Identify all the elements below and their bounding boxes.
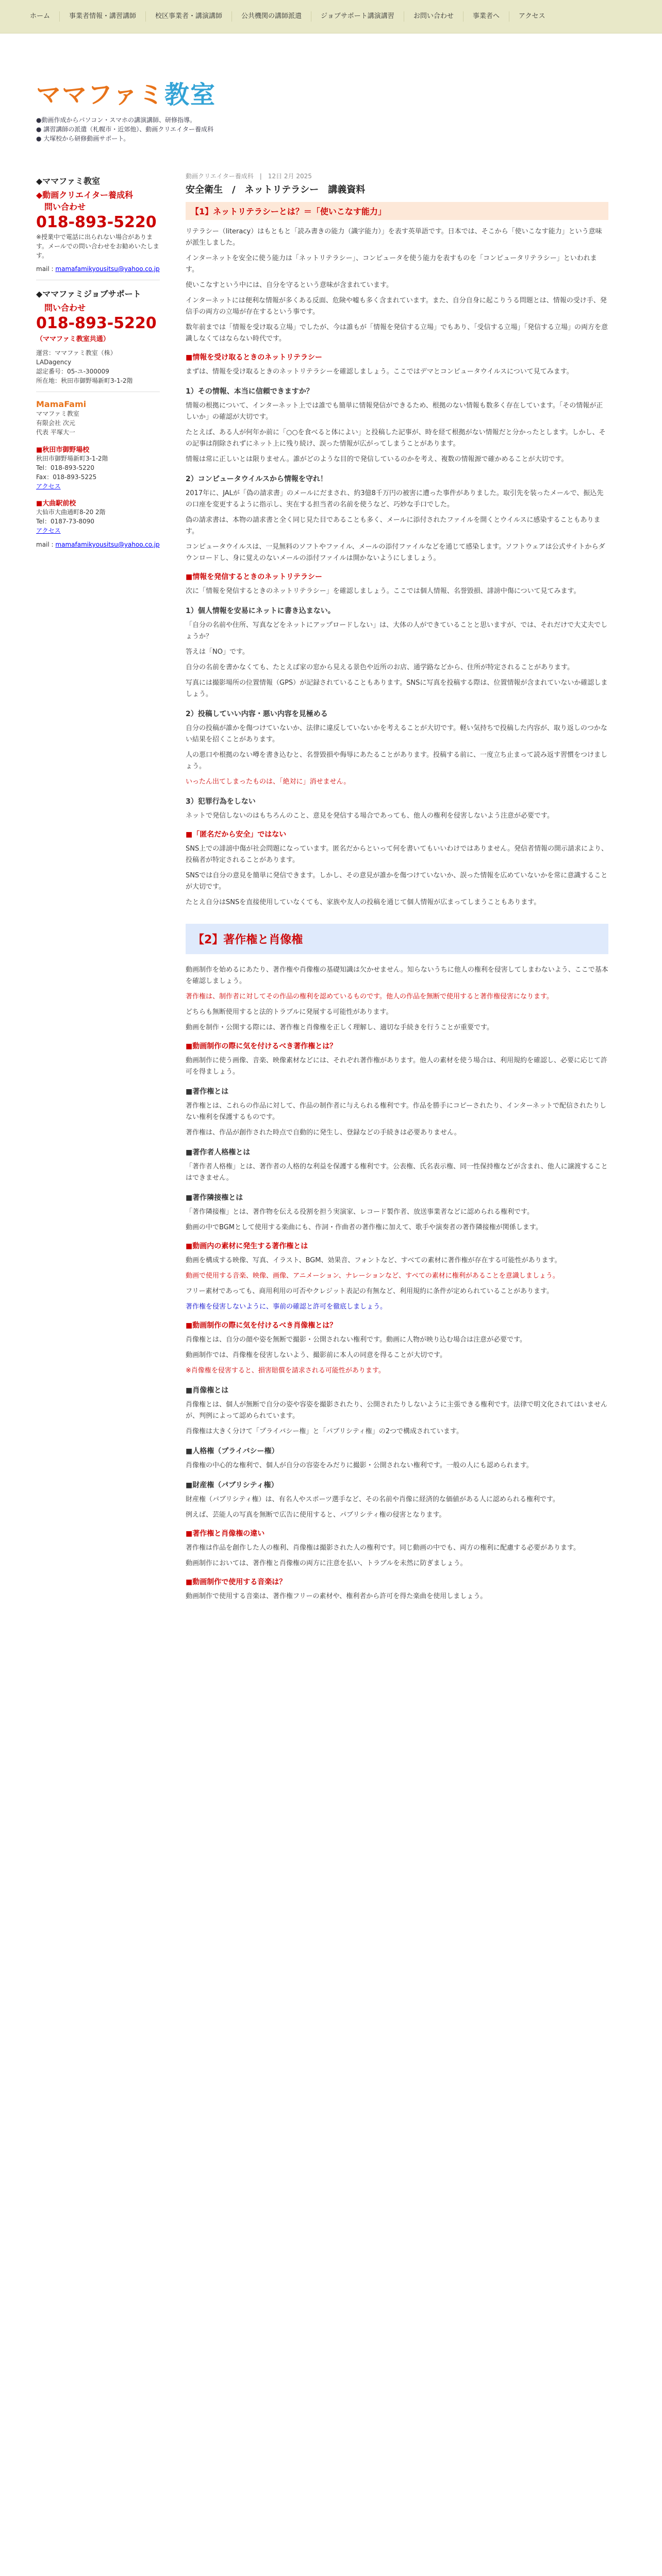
job-sub: 問い合わせ: [44, 303, 86, 313]
paragraph: 2017年に、JALが「偽の請求書」のメールにだまされ、約3億8千万円の被害に遭った事件がありました。取引先を装ったメールで、振込先の口座を変更するように指示し、実在する担当者の名前を使うなど、巧妙な手口でした。: [186, 489, 604, 509]
paragraph: 肖像権とは、個人が無断で自分の姿や容姿を撮影されたり、公開されたりしないように主張できる権利です。法律で明文化されてはいませんが、判例によって認められています。: [186, 1401, 607, 1420]
sub-heading: 2）コンピュータウイルスから情報を守れ！: [186, 475, 327, 483]
article: [175, 167, 608, 1606]
nav-public-lecturer[interactable]: 公共機関の講師派遣: [232, 11, 311, 22]
office2-title: ■大曲駅前校: [36, 500, 76, 507]
paragraph: 動画を構成する映像、写真、イラスト、BGM、効果音、フォントなど、すべての素材に著作権が存在する可能性があります。: [186, 1257, 561, 1264]
address-block: [36, 348, 160, 385]
red-text: いったん出てしまったものは、「絶対に」消せません。: [186, 778, 351, 786]
paragraph: 動画制作においては、著作権と肖像権の両方に注意を払い、トラブルを未然に防ぎましょう。: [186, 1560, 467, 1567]
company-block: [36, 409, 160, 437]
section-heading-2: 【2】著作権と肖像権: [186, 924, 608, 954]
nav-school-business[interactable]: 校区事業者・講演講師: [146, 11, 232, 22]
paragraph: コンピュータウイルスは、一見無料のソフトやファイル、メールの添付ファイルなどを通じて感染します。ソフトウェアは公式サイトからダウンロードし、身に覚えのないメールの添付ファイルは開かないようにしましょう。: [186, 543, 605, 562]
company-line: 有限会社 次元: [36, 419, 75, 427]
contact-tel[interactable]: 018-893-5220: [36, 213, 157, 231]
red-heading: ■著作権と肖像権の違い: [186, 1530, 265, 1538]
nav-contact[interactable]: お問い合わせ: [404, 11, 464, 22]
sub-heading: 3）犯罪行為をしない: [186, 798, 256, 806]
office2-block: [36, 507, 160, 526]
paragraph: 著作権は作品を創作した人の権利、肖像権は撮影された人の権利です。同じ動画の中でも、両方の権利に配慮する必要があります。: [186, 1544, 580, 1552]
office-line: Tel：018-893-5220: [36, 464, 95, 471]
sub-heading: 1）個人情報を安易にネットに書き込まない。: [186, 607, 335, 615]
sub-heading: 2）投稿していい内容・悪い内容を見極める: [186, 710, 328, 718]
contact-sub2: 問い合わせ: [44, 202, 86, 212]
red-heading: ■動画内の素材に発生する著作権とは: [186, 1242, 308, 1250]
paragraph: インターネットには便利な情報が多くある反面、危険や嘘も多く含まれています。また、自分自身に起こりうる問題とは、情報の受け手、発信手の両方の立場が存在するという事です。: [186, 297, 607, 316]
paragraph: 動画制作に使う画像、音楽、映像素材などには、それぞれ著作権があります。他人の素材を使う場合は、利用規約を確認し、必要に応じて許可を得ましょう。: [186, 1057, 607, 1076]
red-text: 著作権は、制作者に対してその作品の権利を認めているものです。他人の作品を無断で使用すると著作権侵害になります。: [186, 993, 553, 1001]
red-heading: ■情報を受け取るときのネットリテラシー: [186, 353, 322, 362]
paragraph: 情報は常に正しいとは限りません。誰がどのような目的で発信しているのかを考え、複数の情報源で確かめることが大切です。: [186, 455, 568, 463]
paragraph: 人の悪口や根拠のない噂を書き込むと、名誉毀損や侮辱にあたることがあります。投稿する前に、一度立ち止まって読み返す習慣をつけましょう。: [186, 751, 607, 770]
mail-label: mail :: [36, 541, 54, 548]
office1-block: [36, 454, 160, 482]
paragraph: 動画制作を始めるにあたり、著作権や肖像権の基礎知識は欠かせません。知らないうちに他人の権利を侵害してしまわないよう、ここで基本を確認しましょう。: [186, 966, 608, 985]
office-line: Tel：0187-73-8090: [36, 518, 95, 525]
paragraph: 肖像権の中心的な権利で、個人が自分の容姿をみだりに撮影・公開されない権利です。一般の人にも認められます。: [186, 1462, 533, 1469]
address-line: 認定番号：05-ユ-300009: [36, 368, 109, 375]
sub-heading: ■肖像権とは: [186, 1386, 229, 1395]
job-tel[interactable]: 018-893-5220: [36, 314, 157, 332]
nav-home[interactable]: ホーム: [21, 11, 60, 22]
paragraph: 動画を制作・公開する際には、著作権と肖像権を正しく理解し、適切な手続きを行うことが重要です。: [186, 1024, 493, 1031]
logo-main: ママファミ: [36, 80, 165, 109]
company-line: 代表 平塚大一: [36, 429, 75, 436]
company-line: ママファミ教室: [36, 410, 79, 417]
paragraph: フリー素材であっても、商用利用の可否やクレジット表記の有無など、利用規約に条件が定められていることがあります。: [186, 1287, 553, 1295]
paragraph: 偽の請求書は、本物の請求書と全く同じ見た目であることも多く、メールに添付されたファイルを開くとウイルスに感染することもあります。: [186, 516, 601, 535]
paragraph: たとえば、ある人が何年か前に「○○を食べると体によい」と投稿した記事が、時を経て根拠がない情報だと分かったとします。しかし、その記事は削除されずにネット上に残り続け、誤った情報が広がってしまうことがあります。: [186, 429, 606, 448]
red-heading: ■動画制作で使用する音楽は？: [186, 1578, 287, 1586]
paragraph: ネットで発信しないのはもちろんのこと、意見を発信する場合であっても、他人の権利を侵害しないよう注意が必要です。: [186, 812, 554, 820]
sub-heading: ■著作権とは: [186, 1088, 229, 1096]
address-line: LADagency: [36, 359, 72, 366]
red-text: ※肖像権を侵害すると、損害賠償を請求される可能性があります。: [186, 1367, 385, 1375]
paragraph: リテラシー（literacy）はもともと「読み書きの能力（識字能力）」を表す英単語です。日本では、そこから「使いこなす能力」という意味が派生しました。: [186, 228, 602, 247]
paragraph: 動画の中でBGMとして使用する楽曲にも、作詞・作曲者の著作権に加えて、歌手や演奏者の著作隣接権が関係します。: [186, 1224, 542, 1231]
paragraph: まずは、情報を受け取るときのネットリテラシーを確認しましょう。ここではデマとコンピュータウイルスについて見てみます。: [186, 368, 573, 376]
office1-title: ■秋田市御野場校: [36, 446, 90, 454]
paragraph: 例えば、芸能人の写真を無断で広告に使用すると、パブリシティ権の侵害となります。: [186, 1511, 446, 1519]
red-text: 動画で使用する音楽、映像、画像、アニメーション、ナレーションなど、すべての素材に権利があることを意識しましょう。: [186, 1272, 559, 1280]
paragraph: 「著作者人格権」とは、著作者の人格的な利益を保護する権利です。公表権、氏名表示権、同一性保持権などが含まれ、他人に譲渡することはできません。: [186, 1163, 608, 1182]
sub-heading: ■財産権（パブリシティ権）: [186, 1481, 278, 1489]
red-heading: ■動画制作の際に気を付けるべき著作権とは？: [186, 1042, 337, 1050]
page-title: 安全衛生 / ネットリテラシー 講義資料: [186, 184, 366, 195]
paragraph: 次に「情報を発信するときのネットリテラシー」を確認しましょう。ここでは個人情報、名誉毀損、誹謗中傷について見てみます。: [186, 587, 581, 595]
paragraph: 写真には撮影場所の位置情報（GPS）が記録されていることもあります。SNSに写真を投稿する際は、位置情報が含まれていないか確認しましょう。: [186, 679, 608, 698]
paragraph: 答えは「NO」です。: [186, 648, 249, 656]
logo-accent: 教室: [164, 80, 217, 109]
mail-link-2[interactable]: mamafamikyousitsu@yahoo.co.jp: [55, 541, 160, 548]
nav-access[interactable]: アクセス: [518, 12, 545, 20]
paragraph: 著作権とは、これらの作品に対して、作品の制作者に与えられる権利です。作品を勝手にコピーされたり、インターネットで配信されたりしない権利を保護するものです。: [186, 1102, 607, 1121]
paragraph: たとえ自分はSNSを直接使用していなくても、家族や友人の投稿を通じて個人情報が広まってしまうこともあります。: [186, 899, 541, 906]
paragraph: 情報の根拠について、インターネット上では誰でも簡単に情報発信ができるため、根拠のない情報も数多く存在しています。「その情報が正しいか」の確認が大切です。: [186, 402, 603, 421]
office1-access-link[interactable]: アクセス: [36, 483, 61, 490]
job-title: ◆ママファミジョブサポート: [36, 289, 141, 299]
nav-job-support[interactable]: ジョブサポート講演講習: [311, 11, 404, 22]
paragraph: SNS上での誹謗中傷が社会問題になっています。匿名だからといって何を書いてもいいわけではありません。発信者情報の開示請求により、投稿者が特定されることがあります。: [186, 845, 608, 864]
tagline-line: ● 大塚校から研修動画サポート。: [36, 135, 130, 142]
tagline-line: ●動画作成からパソコン・スマホの講演講師、研修指導。: [36, 116, 196, 124]
contact-mail-link[interactable]: mamafamikyousitsu@yahoo.co.jp: [55, 265, 160, 273]
paragraph: 使いこなすという中には、自分を守るという意味が含まれています。: [186, 281, 393, 289]
sub-heading: ■人格権（プライバシー権）: [186, 1447, 279, 1455]
sub-heading: ■著作隣接権とは: [186, 1194, 243, 1202]
paragraph: 肖像権とは、自分の顔や姿を無断で撮影・公開されない権利です。動画に人物が映り込む場合は注意が必要です。: [186, 1336, 526, 1344]
office-line: 大仙市大曲通町8-20 2階: [36, 509, 106, 516]
job-note: （ママファミ教室共通）: [36, 335, 110, 343]
paragraph: 「著作隣接権」とは、著作物を伝える役割を担う実演家、レコード製作者、放送事業者などに認められる権利です。: [186, 1208, 534, 1216]
mail-label: mail :: [36, 265, 54, 273]
paragraph: 著作権は、作品が創作された時点で自動的に発生し、登録などの手続きは必要ありません。: [186, 1129, 461, 1137]
red-heading: ■情報を発信するときのネットリテラシー: [186, 573, 322, 581]
address-line: 運営：ママファミ教室（株）: [36, 349, 117, 357]
contact-title: ◆ママファミ教室: [36, 176, 100, 186]
nav-business[interactable]: 事業者へ: [464, 11, 509, 22]
office-line: 秋田市御野場新町3-1-2階: [36, 455, 108, 462]
tagline: [36, 115, 662, 143]
paragraph: 肖像権は大きく分けて「プライバシー権」と「パブリシティ権」の2つで構成されています。: [186, 1428, 464, 1435]
nav-business-info[interactable]: 事業者情報・講習講師: [60, 11, 146, 22]
tagline-line: ● 講習講師の派遣（札幌市・近郊他）、動画クリエイター養成科: [36, 126, 214, 133]
paragraph: 数年前までは「情報を受け取る立場」でしたが、今は誰もが「情報を発信する立場」でもあり、「受信する立場」「発信する立場」の両方を意識しなくてはならない時代です。: [186, 324, 608, 343]
site-logo[interactable]: [36, 75, 662, 110]
paragraph: 動画制作で使用する音楽は、著作権フリーの素材や、権利者から許可を得た楽曲を使用しましょう。: [186, 1592, 487, 1600]
paragraph: どちらも無断使用すると法的トラブルに発展する可能性があります。: [186, 1008, 393, 1016]
sub-heading: ■著作者人格権とは: [186, 1148, 251, 1157]
brand-logo: MamaFami: [36, 399, 87, 409]
address-line: 所在地：秋田市御野場新町3-1-2階: [36, 377, 133, 384]
paragraph: 「自分の名前や住所、写真などをネットにアップロードしない」は、大体の人ができていることと思いますが、では、それだけで大丈夫でしょうか？: [186, 621, 608, 640]
paragraph: 動画制作では、肖像権を侵害しないよう、撮影前に本人の同意を得ることが大切です。: [186, 1351, 446, 1359]
sidebar: [36, 167, 175, 1606]
office-line: Fax：018-893-5225: [36, 473, 97, 481]
paragraph: 自分の名前を書かなくても、たとえば家の窓から見える景色や近所のお店、通学路などから、住所が特定されることがあります。: [186, 664, 574, 671]
paragraph: 自分の投稿が誰かを傷つけていないか、法律に違反していないかを考えることが大切です。軽い気持ちで投稿した内容が、取り返しのつかない結果を招くことがあります。: [186, 724, 607, 743]
contact-sub1: ◆動画クリエイター養成科: [36, 190, 133, 200]
red-heading: ■動画制作の際に気を付けるべき肖像権とは？: [186, 1321, 337, 1330]
office2-access-link[interactable]: アクセス: [36, 527, 61, 534]
breadcrumb: 動画クリエイター養成科 | 12日 2月 2025: [186, 173, 312, 180]
paragraph: 財産権（パブリシティ権）は、有名人やスポーツ選手など、その名前や肖像に経済的な価値がある人に認められる権利です。: [186, 1496, 559, 1503]
section-heading-1: 【1】ネットリテラシーとは？＝「使いこなす能力」: [186, 202, 608, 220]
paragraph: SNSでは自分の意見を簡単に発信できます。しかし、その意見が誰かを傷つけていないか、誤った情報を広めていないかを常に意識することが大切です。: [186, 872, 608, 891]
hero: [0, 33, 662, 167]
contact-note: ※授業中で電話に出られない場合があります。メールでの問い合わせをお勧めいたします。: [36, 233, 159, 259]
paragraph: インターネットを安全に使う能力は「ネットリテラシー」、コンピュータを使う能力を表すものを「コンピュータリテラシー」といわれます。: [186, 255, 597, 274]
sub-heading: 1）その情報、本当に信頼できますか？: [186, 387, 313, 396]
red-heading: ■「匿名だから安全」ではない: [186, 831, 287, 839]
blue-text: 著作権を侵害しないように、事前の確認と許可を徹底しましょう。: [186, 1303, 387, 1311]
top-nav: [0, 0, 662, 33]
